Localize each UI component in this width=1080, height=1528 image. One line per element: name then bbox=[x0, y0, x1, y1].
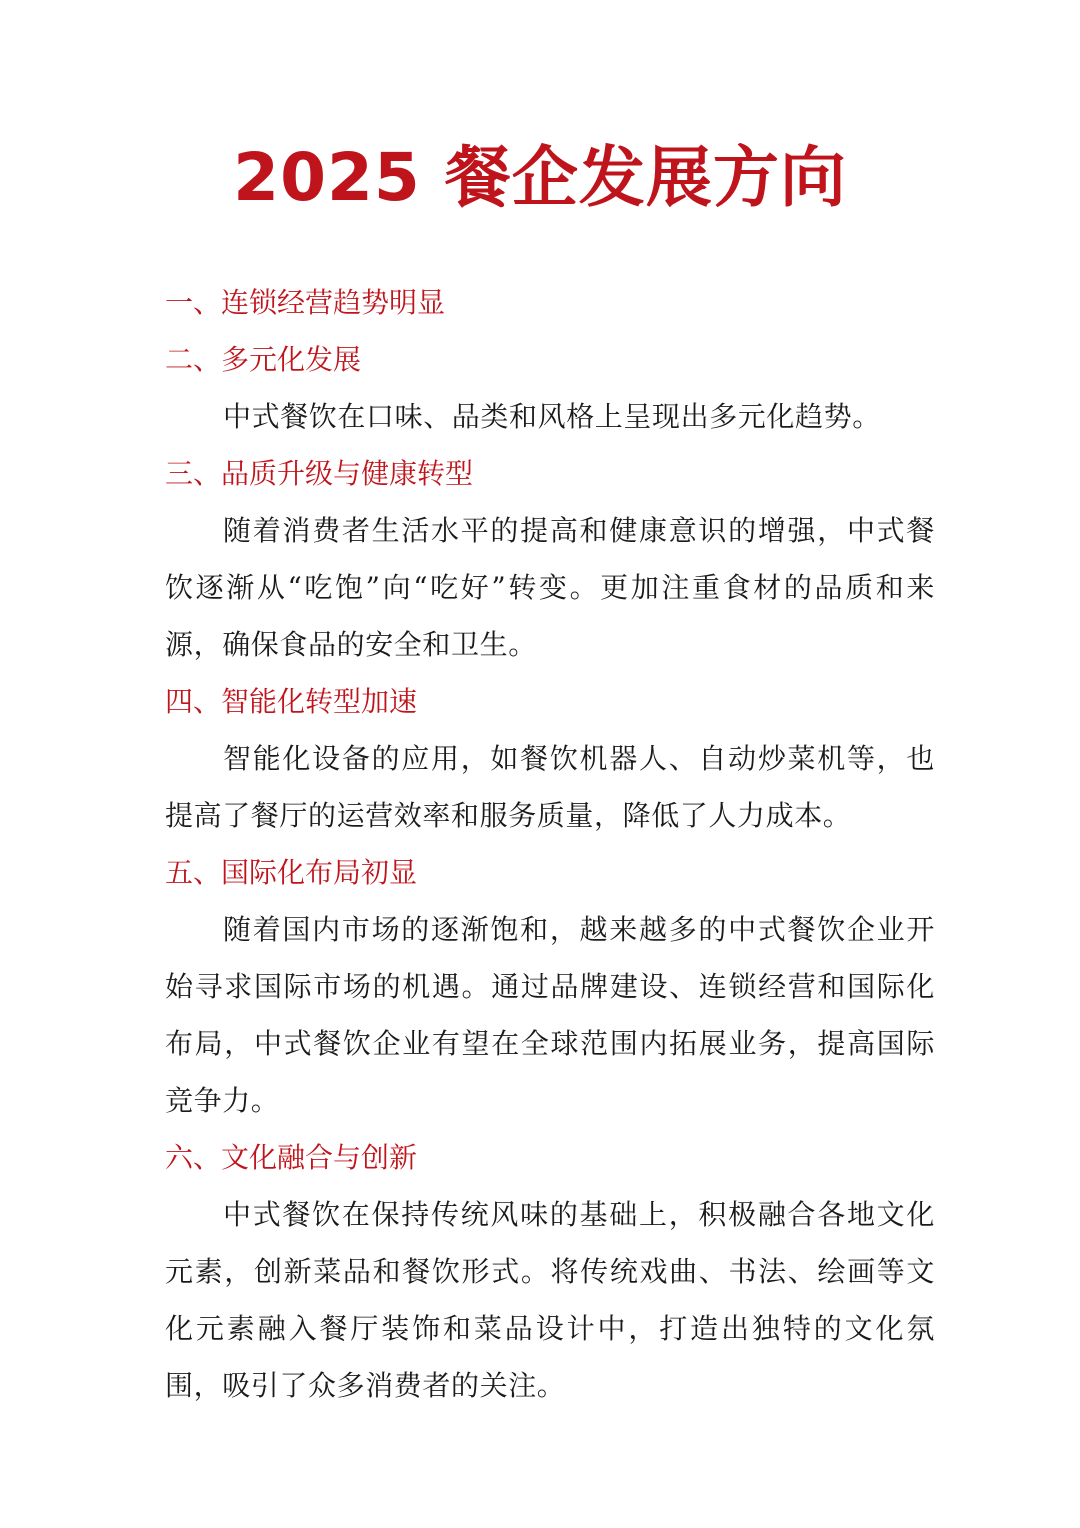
document-body bbox=[165, 274, 935, 1414]
section-heading-4: 四、智能化转型加速 bbox=[165, 685, 418, 718]
section-heading-3: 三、品质升级与健康转型 bbox=[165, 457, 474, 490]
page-title: 2025 餐企发展方向 bbox=[233, 139, 847, 216]
section-paragraph-6: 中式餐饮在保持传统风味的基础上，积极融合各地文化元素，创新菜品和餐饮形式。将传统戏曲、书法、绘画等文化元素融入餐厅装饰和菜品设计中，打造出独特的文化氛围，吸引了众多消费者的关注。 bbox=[165, 1198, 935, 1402]
section-paragraph-3: 随着消费者生活水平的提高和健康意识的增强，中式餐饮逐渐从“吃饱”向“吃好”转变。更加注重食材的品质和来源，确保食品的安全和卫生。 bbox=[165, 514, 935, 661]
section-heading-1: 一、连锁经营趋势明显 bbox=[165, 286, 446, 319]
section-paragraph-5: 随着国内市场的逐渐饱和，越来越多的中式餐饮企业开始寻求国际市场的机遇。通过品牌建设、连锁经营和国际化布局，中式餐饮企业有望在全球范围内拓展业务，提高国际竞争力。 bbox=[165, 913, 935, 1117]
section-paragraph-2: 中式餐饮在口味、品类和风格上呈现出多元化趋势。 bbox=[223, 400, 881, 433]
section-paragraph-4: 智能化设备的应用，如餐饮机器人、自动炒菜机等，也提高了餐厅的运营效率和服务质量，降低了人力成本。 bbox=[165, 742, 935, 832]
section-heading-2: 二、多元化发展 bbox=[165, 343, 362, 376]
section-heading-6: 六、文化融合与创新 bbox=[165, 1141, 418, 1174]
section-heading-5: 五、国际化布局初显 bbox=[165, 856, 418, 889]
